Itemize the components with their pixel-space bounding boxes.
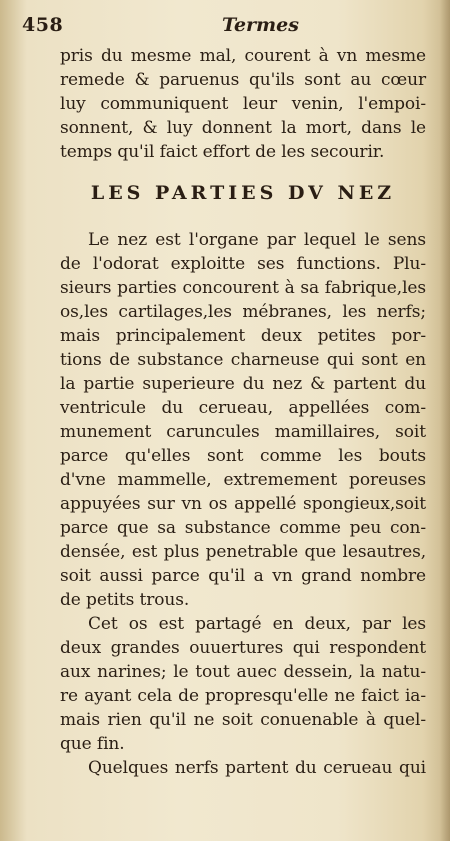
text-line: munement caruncules mamillaires, soit	[60, 422, 426, 442]
page-number: 458	[22, 14, 64, 36]
text-line: remede & paruenus qu'ils sont au cœur	[60, 70, 426, 90]
text-line: temps qu'il faict effort de les secourir.	[60, 142, 385, 162]
text-line: Le nez est l'organe par lequel le sens	[88, 230, 426, 250]
text-line: parce qu'elles sont comme les bouts	[60, 446, 426, 466]
text-line: parce que sa substance comme peu con-	[60, 518, 426, 538]
text-line: appuyées sur vn os appellé spongieux,soit	[60, 494, 426, 514]
section-heading: LES PARTIES DV NEZ	[90, 182, 396, 204]
text-line: re ayant cela de propresqu'elle ne faict ia-	[60, 686, 426, 706]
text-line: pris du mesme mal, courent à vn mesme	[60, 46, 426, 66]
running-head: Termes	[222, 14, 299, 36]
text-line: de petits trous.	[60, 590, 190, 610]
text-line: densée, est plus penetrable que lesautres,	[60, 542, 426, 562]
text-line: tions de substance charneuse qui sont en	[60, 350, 426, 370]
text-line: deux grandes ouuertures qui respondent	[60, 638, 426, 658]
text-line: mais principalement deux petites por-	[60, 326, 426, 346]
text-line: d'vne mammelle, extremement poreuses	[60, 470, 426, 490]
text-line: Quelques nerfs partent du cerueau qui	[88, 758, 426, 778]
text-line: sieurs parties concourent à sa fabrique,les	[60, 278, 426, 298]
text-line: la partie superieure du nez & partent du	[60, 374, 426, 394]
text-line: mais rien qu'il ne soit conuenable à quel-	[60, 710, 426, 730]
text-line: aux narines; le tout auec dessein, la natu-	[60, 662, 426, 682]
text-line: Cet os est partagé en deux, par les	[88, 614, 426, 634]
text-line: ventricule du cerueau, appellées com-	[60, 398, 426, 418]
text-line: de l'odorat exploitte ses functions. Plu-	[60, 254, 426, 274]
text-line: sonnent, & luy donnent la mort, dans le	[60, 118, 426, 138]
text-line: que fin.	[60, 734, 125, 754]
text-line: luy communiquent leur venin, l'empoi-	[60, 94, 426, 114]
text-line: soit aussi parce qu'il a vn grand nombre	[60, 566, 426, 586]
text-line: os,les cartilages,les mébranes, les nerfs;	[60, 302, 426, 322]
page-header	[22, 14, 428, 40]
